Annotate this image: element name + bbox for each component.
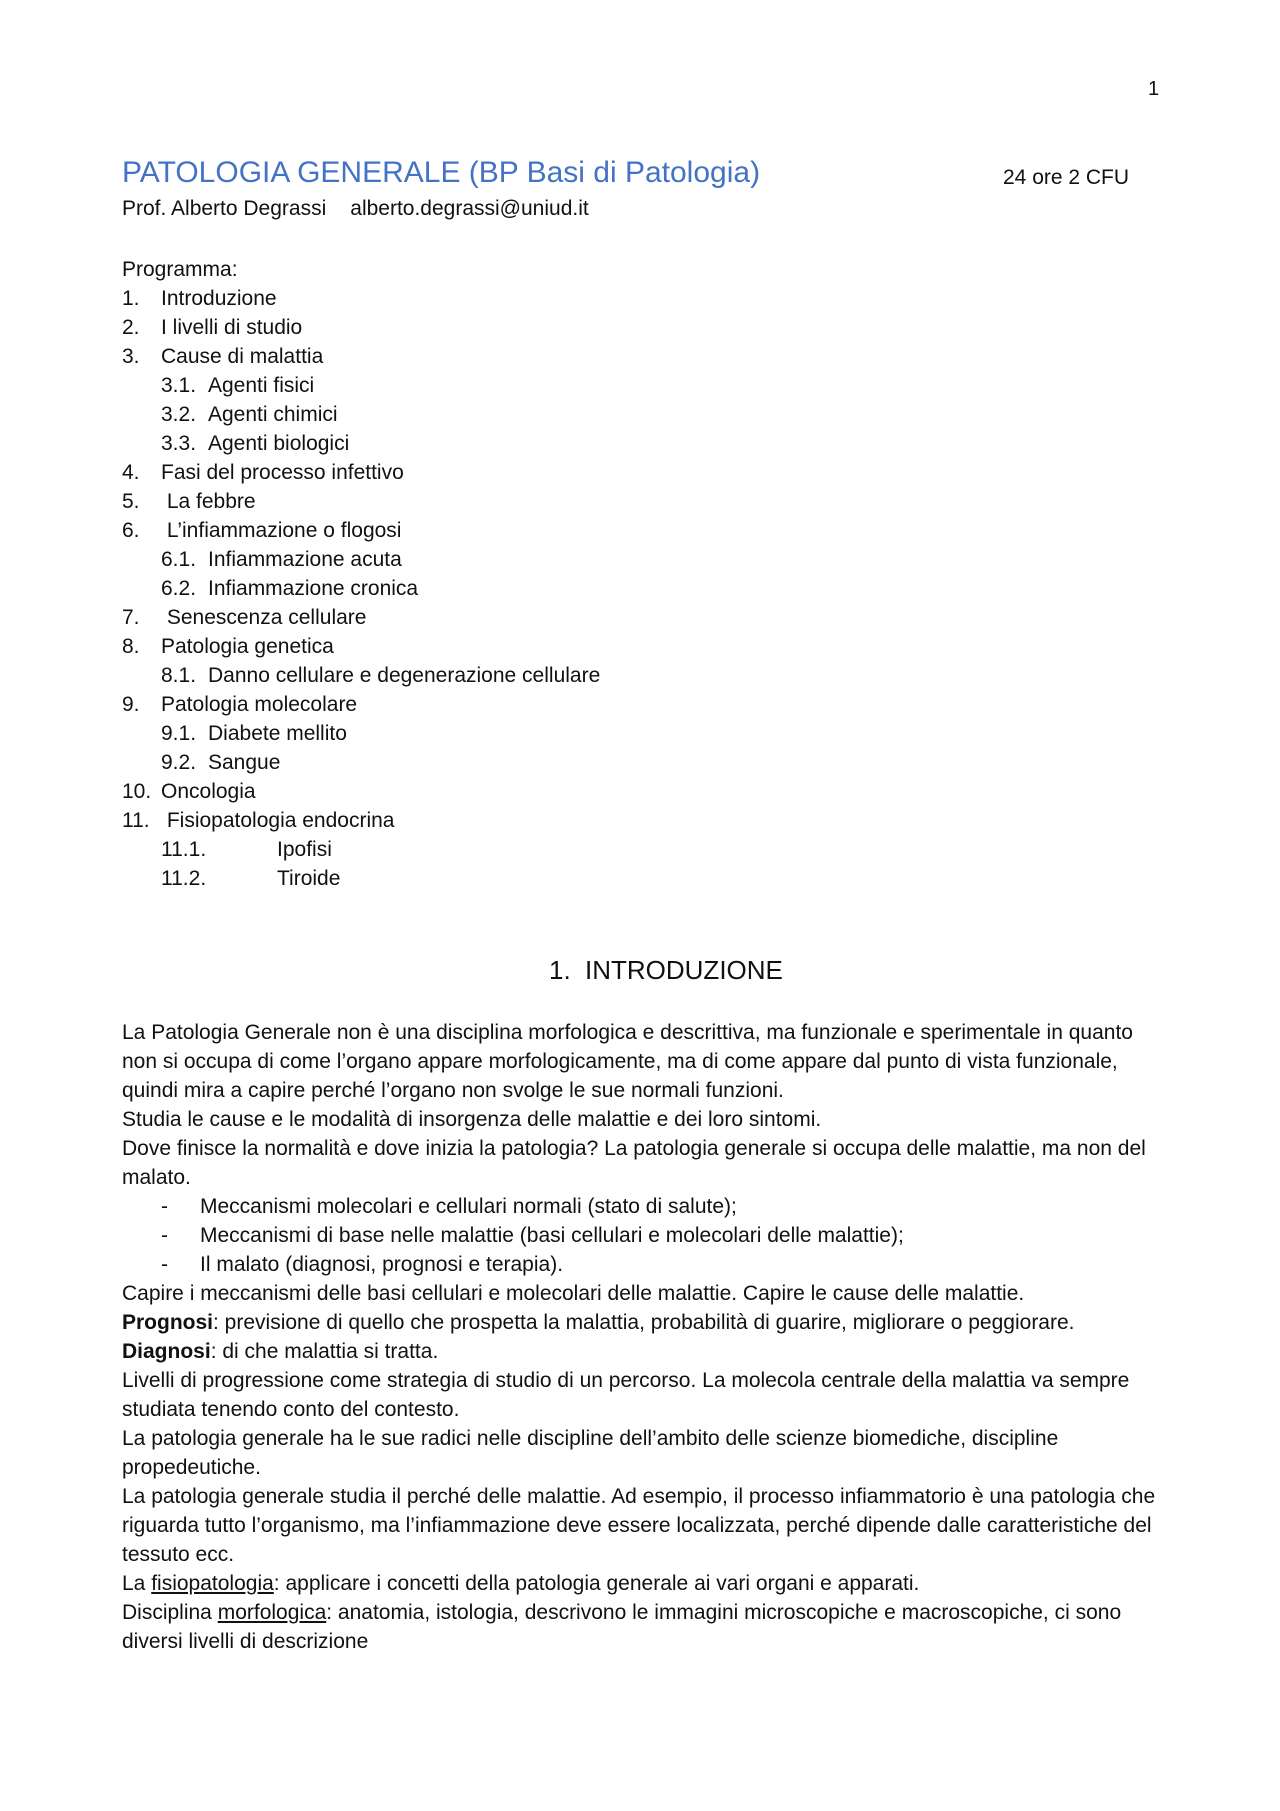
term-prognosi: Prognosi [122,1311,214,1334]
paragraph: Dove finisce la normalità e dove inizia la patologia? La patologia generale si occupa delle malattie, ma non del malato. [122,1137,1146,1189]
program-item-text: I livelli di studio [161,316,303,339]
program-item [122,284,1162,313]
paragraph: La Patologia Generale non è una disciplina morfologica e descrittiva, ma funzionale e sperimentale in quanto non si occupa di come l’organo appare morfologicamente, ma di come appare dal punto di vista funzionale, quindi mira a capire perché l’organo non svolge le sue normali funzioni. [122,1021,1133,1102]
program-item-text: L’infiammazione o flogosi [161,519,402,542]
list-item-text: Meccanismi di base nelle malattie (basi cellulari e molecolari delle malattie); [200,1224,904,1247]
program-subitem [122,661,1162,690]
paragraph-prognosi [122,1308,1162,1337]
program-item-text: Agenti chimici [208,403,338,426]
program-item-text: Fisiopatologia endocrina [161,809,395,832]
professor-line [122,197,589,221]
program-item-text: Fasi del processo infettivo [161,461,404,484]
program-item-number: 7. [122,606,140,629]
text-prefix: Disciplina [122,1601,218,1624]
bullet-marker: - [161,1224,168,1247]
program-item-number: 6.1. [161,548,197,571]
program-item-number: 1. [122,287,140,310]
bullet-marker: - [161,1253,168,1276]
program-item-number: 9.1. [161,722,197,745]
professor-name: Prof. Alberto Degrassi [122,197,327,220]
section-title: INTRODUZIONE [585,955,783,985]
program-item-number: 9.2. [161,751,197,774]
list-item-text: Meccanismi molecolari e cellulari normali (stato di salute); [200,1195,737,1218]
course-title: PATOLOGIA GENERALE (BP Basi di Patologia) [122,156,761,189]
program-item [122,313,1162,342]
program-item [122,806,1162,835]
list-item [122,1250,1162,1279]
program-item-text: Infiammazione acuta [208,548,402,571]
program-item [122,516,1162,545]
term-fisiopatologia: fisiopatologia [151,1572,274,1595]
program-subitem [122,429,1162,458]
program-item-number: 3. [122,345,140,368]
program-item-text: Agenti fisici [208,374,315,397]
program-subitem [122,371,1162,400]
program-item-number: 6. [122,519,140,542]
program-item [122,487,1162,516]
program-item [122,690,1162,719]
program-item-number: 11. [122,809,150,832]
program-subitem [122,574,1162,603]
program-item [122,603,1162,632]
program-item-text: Sangue [208,751,281,774]
program-item-text: Agenti biologici [208,432,350,455]
paragraph-fisiopatologia [122,1569,1162,1598]
program-item-number: 8.1. [161,664,197,687]
definition-prognosi: : previsione di quello che prospetta la malattia, probabilità di guarire, migliorare o peggiorare. [213,1311,1075,1334]
definition-fisiopatologia: : applicare i concetti della patologia generale ai vari organi e apparati. [273,1572,920,1595]
program-item-text: Diabete mellito [208,722,347,745]
program-subitem [122,835,1162,864]
program-item [122,342,1162,371]
program-item-number: 8. [122,635,140,658]
program-item-number: 3.2. [161,403,197,426]
program-item [122,458,1162,487]
program-list [122,255,1162,893]
program-item [122,632,1162,661]
paragraph: Livelli di progressione come strategia di studio di un percorso. La molecola centrale della malattia va sempre studiata tenendo conto del contesto. [122,1369,1130,1421]
program-item-number: 11.1. [161,838,207,861]
program-item-number: 11.2. [161,867,207,890]
list-item [122,1221,1162,1250]
section-heading [549,955,783,986]
paragraph: La patologia generale studia il perché delle malattie. Ad esempio, il processo infiammatorio è una patologia che riguarda tutto l’organismo, ma l’infiammazione deve essere localizzata, perché dipende dalle caratteristiche del tessuto ecc. [122,1485,1156,1566]
page-number: 1 [1148,78,1160,100]
list-item [122,1192,1162,1221]
list-item-text: Il malato (diagnosi, prognosi e terapia). [200,1253,564,1276]
professor-email: alberto.degrassi@uniud.it [350,197,589,220]
program-item [122,777,1162,806]
term-diagnosi: Diagnosi [122,1340,211,1363]
course-hours: 24 ore 2 CFU [1003,166,1130,189]
program-item-text: Ipofisi [277,838,332,861]
program-item-text: Introduzione [161,287,277,310]
paragraph-morfologica [122,1598,1162,1656]
program-item-text: Danno cellulare e degenerazione cellulare [208,664,601,687]
text-prefix: La [122,1572,152,1595]
program-item-number: 10. [122,780,152,803]
program-item-text: Tiroide [277,867,341,890]
program-item-text: Patologia genetica [161,635,334,658]
program-item-number: 3.3. [161,432,197,455]
program-item-text: Patologia molecolare [161,693,358,716]
program-item-text: Infiammazione cronica [208,577,419,600]
program-item-text: La febbre [161,490,256,513]
section-body [122,1018,1162,1656]
program-item-number: 6.2. [161,577,197,600]
program-item-number: 2. [122,316,140,339]
paragraph: La patologia generale ha le sue radici nelle discipline dell’ambito delle scienze biomediche, discipline propedeutiche. [122,1427,1059,1479]
program-item-text: Senescenza cellulare [161,606,367,629]
paragraph: Studia le cause e le modalità di insorgenza delle malattie e dei loro sintomi. [122,1108,822,1131]
paragraph-diagnosi [122,1337,1162,1366]
program-heading: Programma: [122,258,238,281]
definition-morfologica: : anatomia, istologia, descrivono le immagini microscopiche e macroscopiche, ci sono diversi livelli di descrizione [122,1601,1122,1653]
program-item-number: 9. [122,693,140,716]
program-item-number: 3.1. [161,374,197,397]
program-subitem [122,748,1162,777]
program-item-number: 5. [122,490,140,513]
program-subitem [122,545,1162,574]
program-subitem [122,400,1162,429]
section-number: 1. [549,955,571,985]
program-item-text: Oncologia [161,780,256,803]
definition-diagnosi: : di che malattia si tratta. [210,1340,439,1363]
program-item-number: 4. [122,461,140,484]
term-morfologica: morfologica [217,1601,327,1624]
program-item-text: Cause di malattia [161,345,324,368]
program-subitem [122,719,1162,748]
program-subitem [122,864,1162,893]
bullet-marker: - [161,1195,168,1218]
paragraph: Capire i meccanismi delle basi cellulari e molecolari delle malattie. Capire le cause delle malattie. [122,1282,1025,1305]
bullet-list [122,1192,1162,1279]
